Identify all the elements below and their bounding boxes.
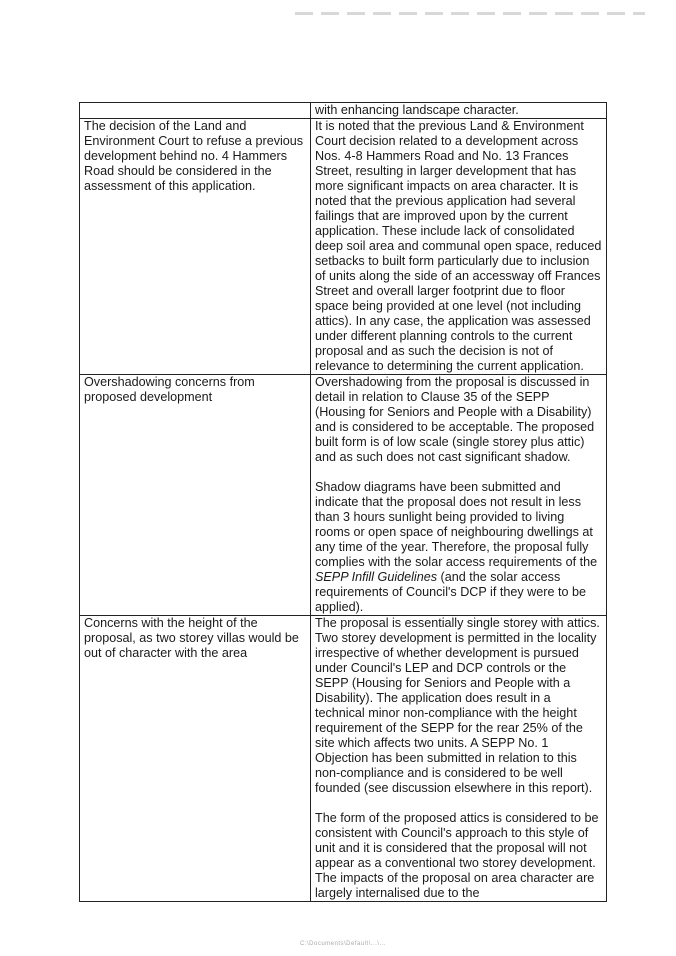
issue-text: Concerns with the height of the proposal, as two storey villas would be out of character with the area [84,616,299,660]
table-row [80,119,607,375]
page-footer-path: C:\Documents\Default\...\... [300,941,387,947]
response-paragraph: Shadow diagrams have been submitted and indicate that the proposal does not result in less than 3 hours sunlight being provided to living rooms or open space of neighbouring dwellings at any time of the year. Therefore, the proposal fully complies with the solar access requirements of the SEPP Infill Guidelines (and the solar access requirements of Council's DCP if they were to be applied). [315,480,598,614]
response-paragraph: The proposal is essentially single storey with attics. Two storey development is permitted in the locality irrespective of whether development is pursued under Council's LEP and DCP controls or the SEPP (Housing for Seniors and People with a Disability). The application does result in a technical minor non-compliance with the height requirement of the SEPP for the rear 25% of the site which affects two units. A SEPP No. 1 Objection has been submitted in relation to this non-compliance and is considered to be well founded (see discussion elsewhere in this report). [315,616,600,795]
scan-artifact-line [295,12,645,15]
response-cell [311,119,607,375]
issue-cell [80,616,311,902]
response-cell [311,375,607,616]
response-paragraph: The form of the proposed attics is considered to be consistent with Council's approach to this style of unit and it is considered that the proposal will not appear as a conventional two storey development. The impacts of the proposal on area character are largely internalised due to the [315,811,599,900]
submissions-table [79,102,607,902]
table-row [80,616,607,902]
response-cell [311,103,607,119]
response-paragraph: with enhancing landscape character. [315,103,519,117]
issue-cell [80,119,311,375]
issue-text: Overshadowing concerns from proposed development [84,375,255,404]
response-cell [311,616,607,902]
issue-cell [80,103,311,119]
table-row [80,375,607,616]
guideline-title: SEPP Infill Guidelines [315,570,438,584]
table-row [80,103,607,119]
issue-text: The decision of the Land and Environment Court to refuse a previous development behind no. 4 Hammers Road should be considered in the assessment of this application. [84,119,304,193]
issue-cell [80,375,311,616]
response-paragraph: Overshadowing from the proposal is discussed in detail in relation to Clause 35 of the SEPP (Housing for Seniors and People with a Disability) and is considered to be acceptable. The proposed built form is of low scale (single storey plus attic) and as such does not cast significant shadow. [315,375,595,464]
response-paragraph: It is noted that the previous Land & Environment Court decision related to a development across Nos. 4-8 Hammers Road and No. 13 Frances Street, resulting in larger development that has more significant impacts on area character. It is noted that the previous application had several failings that are improved upon by the current application. These include lack of consolidated deep soil area and communal open space, reduced setbacks to built form particularly due to inclusion of units along the side of an accessway off Frances Street and overall larger footprint due to floor space being provided at one level (not including attics). In any case, the application was assessed under different planning controls to the current proposal and as such the decision is not of relevance to determining the current application. [315,119,602,373]
